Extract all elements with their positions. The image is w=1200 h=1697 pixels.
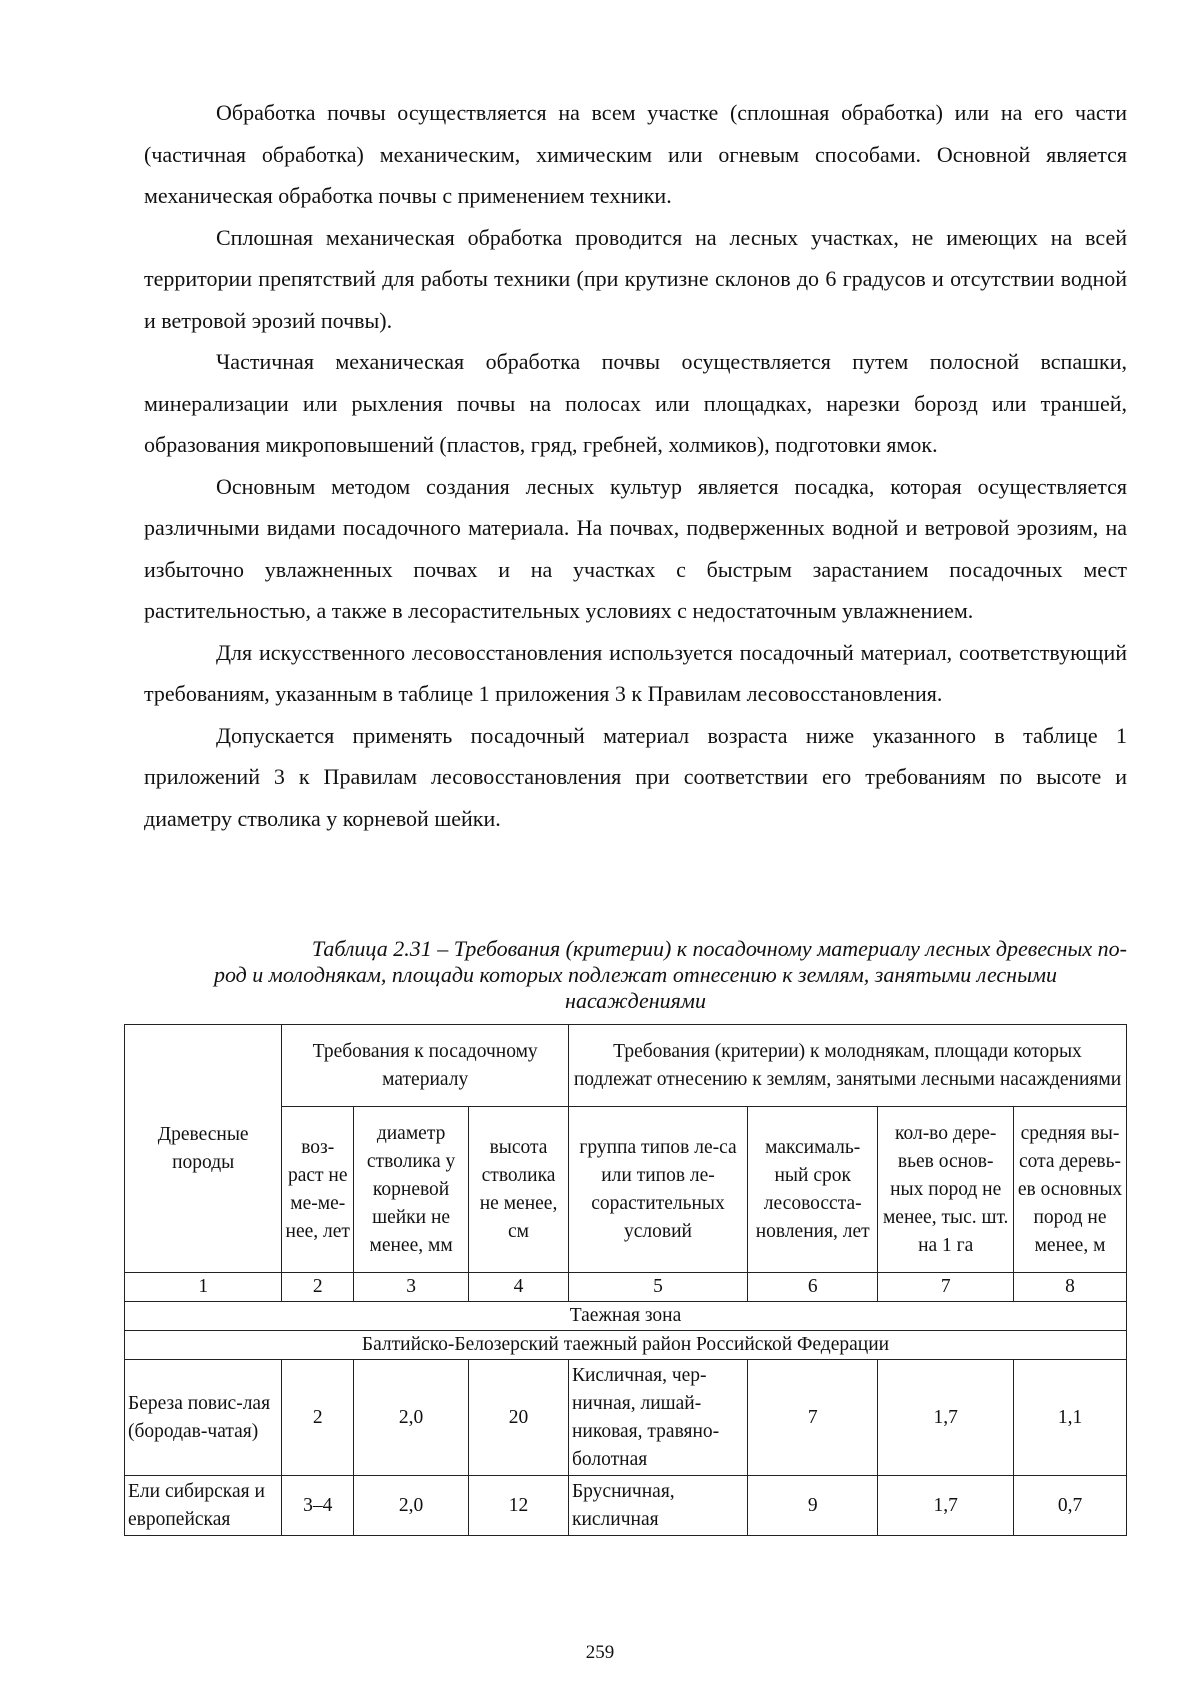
- caption-line: род и молоднякам, площади которых подлежат отнесению к землям, занятыми лесными: [213, 962, 1058, 987]
- subheader-cell: кол-во дере-вьев основ-ных пород не менее, тыс. шт. на 1 га: [878, 1107, 1014, 1273]
- subheader-cell: максималь-ный срок лесовосста-новления, лет: [748, 1107, 878, 1273]
- page-number: 259: [585, 1642, 615, 1663]
- header-row: [125, 1025, 1127, 1107]
- max-term-cell: 7: [748, 1360, 878, 1476]
- caption-line: насаждениями: [565, 988, 706, 1013]
- column-number: 2: [282, 1273, 354, 1302]
- subheader-cell: диаметр стволика у корневой шейки не менее, мм: [354, 1107, 469, 1273]
- count-cell: 1,7: [878, 1476, 1014, 1536]
- count-cell: 1,7: [878, 1360, 1014, 1476]
- subheader-cell: средняя вы-сота деревь-ев основных пород не менее, м: [1014, 1107, 1127, 1273]
- paragraph: Основным методом создания лесных культур является посадка, которая осуществляется различными видами посадочного материала. На почвах, подверженных водной и ветровой эрозиям, на избыточно увлажненных почвах и на участках с быстрым зарастанием посадочных мест растительностью, а также в лесорастительных условиях с недостаточным увлажнением.: [144, 473, 1127, 623]
- region-row: [125, 1331, 1127, 1360]
- paragraph: Допускается применять посадочный материал возраста ниже указанного в таблице 1 приложений 3 к Правилам лесовосстановления при соответствии его требованиям по высоте и диаметру стволика у корневой шейки.: [144, 722, 1127, 831]
- subheader-cell: воз-раст не ме-ме-нее, лет: [282, 1107, 354, 1273]
- paragraph: Сплошная механическая обработка проводится на лесных участках, не имеющих на всей территории препятствий для работы техники (при крутизне склонов до 6 градусов и отсутствии водной и ветровой эрозий почвы).: [144, 224, 1127, 333]
- region-label: Балтийско-Белозерский таежный район Российской Федерации: [125, 1331, 1127, 1360]
- forest-type-cell: Брусничная, кисличная: [568, 1476, 747, 1536]
- table-row: [125, 1476, 1127, 1536]
- avg-height-cell: 1,1: [1014, 1360, 1127, 1476]
- caption-line: Таблица 2.31 – Требования (критерии) к посадочному материалу лесных древесных по-: [311, 936, 1127, 961]
- age-cell: 3–4: [282, 1476, 354, 1536]
- table-row: [125, 1360, 1127, 1476]
- avg-height-cell: 0,7: [1014, 1476, 1127, 1536]
- subheader-cell: высота стволика не менее, см: [469, 1107, 569, 1273]
- paragraph: Обработка почвы осуществляется на всем участке (сплошная обработка) или на его части (частичная обработка) механическим, химическим или огневым способами. Основной является механическая обработка почвы с применением техники.: [144, 100, 1127, 208]
- table-caption: [144, 936, 1127, 1014]
- column-number-row: [125, 1273, 1127, 1302]
- forest-type-cell: Кисличная, чер-ничная, лишай-никовая, травяно-болотная: [568, 1360, 747, 1476]
- diameter-cell: 2,0: [354, 1476, 469, 1536]
- column-number: 7: [878, 1273, 1014, 1302]
- height-cell: 12: [469, 1476, 569, 1536]
- height-cell: 20: [469, 1360, 569, 1476]
- column-number: 1: [125, 1273, 282, 1302]
- paragraph: Частичная механическая обработка почвы осуществляется путем полосной вспашки, минерализации или рыхления почвы на полосах или площадках, нарезки борозд или траншей, образования микроповышений (пластов, гряд, гребней, холмиков), подготовки ямок.: [144, 349, 1127, 457]
- body-text: [144, 92, 1127, 839]
- species-cell: Ели сибирская и европейская: [125, 1476, 282, 1536]
- column-number: 4: [469, 1273, 569, 1302]
- requirements-table: [124, 1024, 1127, 1536]
- header-species: Древесные породы: [125, 1025, 282, 1273]
- age-cell: 2: [282, 1360, 354, 1476]
- zone-label: Таежная зона: [125, 1302, 1127, 1331]
- diameter-cell: 2,0: [354, 1360, 469, 1476]
- header-group-young-stands: Требования (критерии) к молоднякам, площади которых подлежат отнесению к землям, занятыми лесными насаждениями: [568, 1025, 1126, 1107]
- subheader-cell: группа типов ле-са или типов ле-сорастительных условий: [568, 1107, 747, 1273]
- paragraph: Для искусственного лесовосстановления используется посадочный материал, соответствующий требованиям, указанным в таблице 1 приложения 3 к Правилам лесовосстановления.: [144, 639, 1127, 706]
- header-group-material: Требования к посадочному материалу: [282, 1025, 569, 1107]
- zone-row: [125, 1302, 1127, 1331]
- species-cell: Береза повис-лая (бородав-чатая): [125, 1360, 282, 1476]
- max-term-cell: 9: [748, 1476, 878, 1536]
- column-number: 3: [354, 1273, 469, 1302]
- column-number: 5: [568, 1273, 747, 1302]
- column-number: 8: [1014, 1273, 1127, 1302]
- column-number: 6: [748, 1273, 878, 1302]
